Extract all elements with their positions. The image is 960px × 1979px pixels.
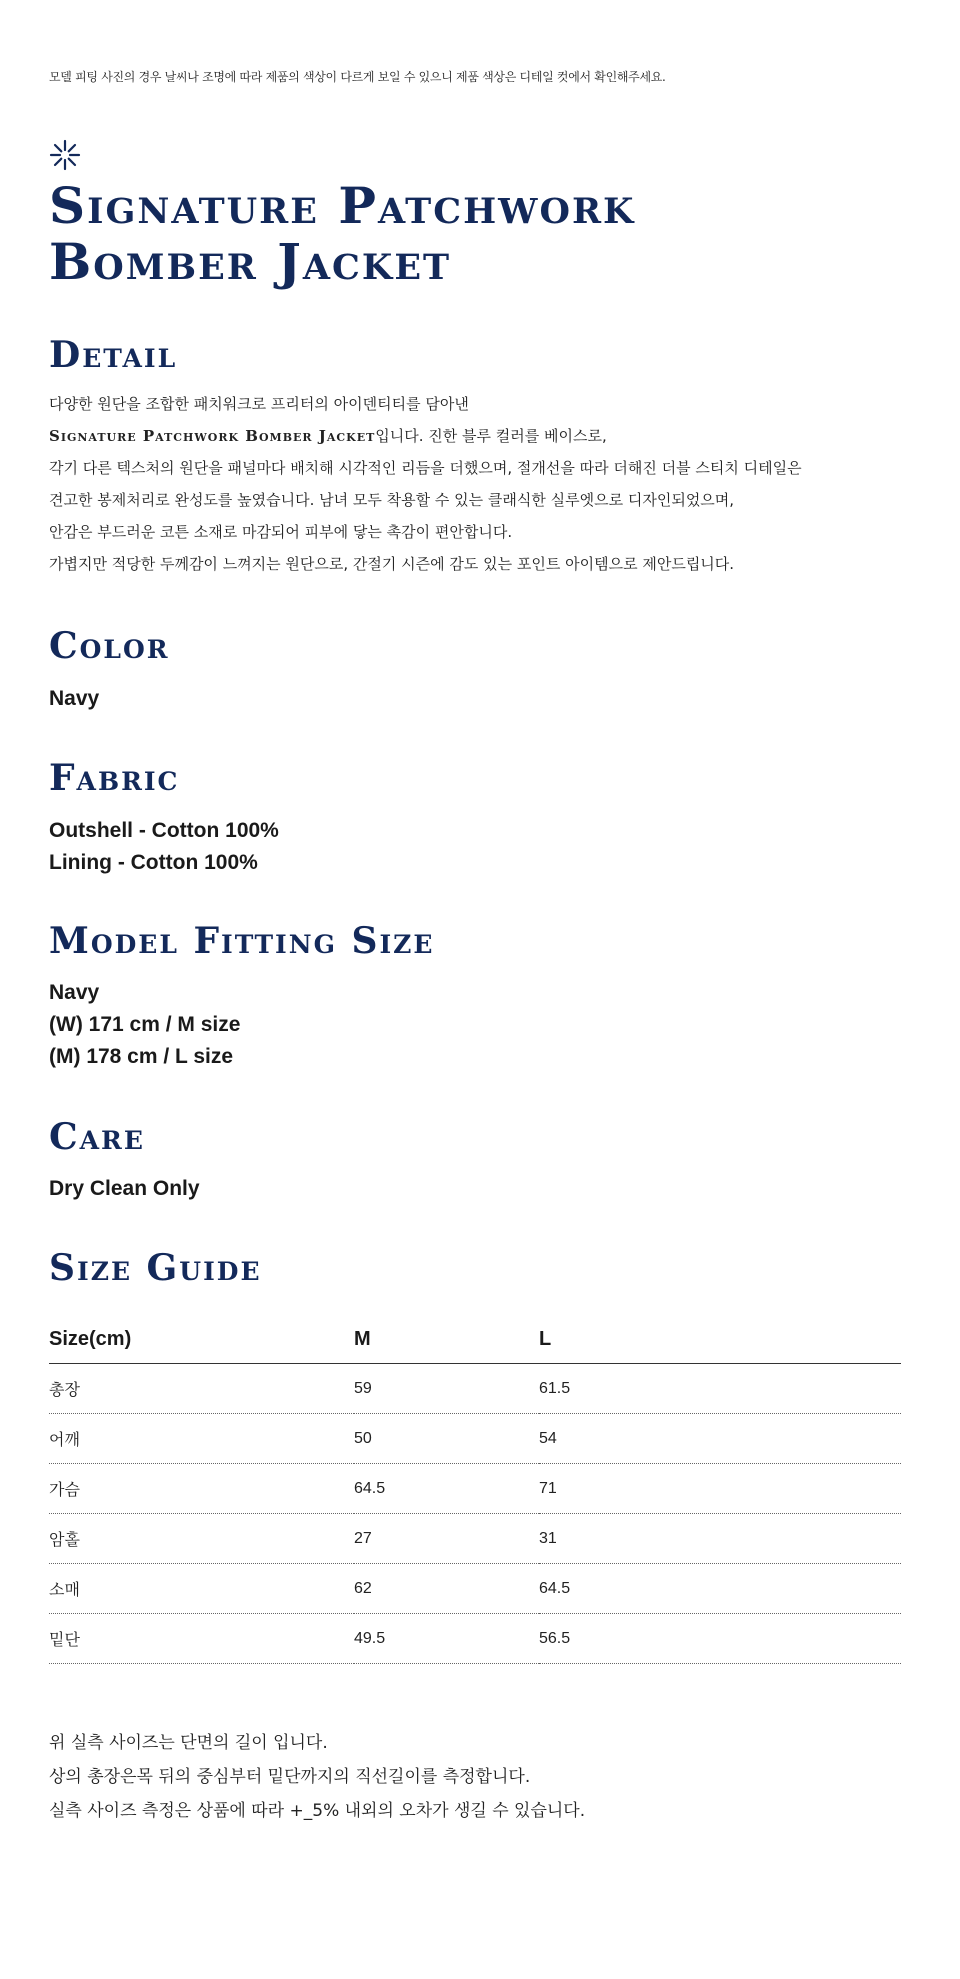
model-color: Navy [49,981,100,1004]
size-row-l: 31 [539,1514,901,1564]
product-title-line-1: Signature Patchwork [49,176,636,235]
detail-line-2-rest: 입니다. 진한 블루 컬러를 베이스로, [375,427,607,445]
size-row-l: 71 [539,1464,901,1514]
table-row [49,1564,901,1614]
size-row-label: 소매 [49,1564,354,1614]
detail-line-3: 각기 다른 텍스처의 원단을 패널마다 배치해 시각적인 리듬을 더했으며, 절개선을 따라 더해진 더블 스티치 디테일은 [49,459,802,477]
size-row-label: 암홀 [49,1514,354,1564]
size-note-2: 상의 총장은목 뒤의 중심부터 밑단까지의 직선길이를 측정합니다. [49,1767,531,1787]
size-row-label: 가슴 [49,1464,354,1514]
fabric-outshell: Outshell - Cotton 100% [49,819,279,842]
fabric-lining: Lining - Cotton 100% [49,851,258,874]
size-notes [49,1726,585,1828]
size-row-m: 50 [354,1414,539,1464]
size-note-3: 실측 사이즈 측정은 상품에 따라 +_5% 내외의 오차가 생길 수 있습니다. [49,1801,586,1821]
size-guide-table [49,1316,901,1664]
table-row [49,1514,901,1564]
fabric-values [49,815,279,879]
fabric-heading: Fabric [49,757,180,799]
color-heading: Color [49,625,170,667]
detail-line-6: 가볍지만 적당한 두께감이 느껴지는 원단으로, 간절기 시즌에 감도 있는 포인트 아이템으로 제안드립니다. [49,555,735,573]
asterisk-burst-icon [49,139,81,171]
size-table-header-l: L [539,1316,901,1364]
size-row-m: 64.5 [354,1464,539,1514]
size-table-header-row [49,1316,901,1364]
table-row [49,1464,901,1514]
size-guide-heading: Size Guide [49,1247,262,1289]
detail-line-2 [49,420,802,452]
detail-brand-name: Signature Patchwork Bomber Jacket [49,427,376,445]
detail-description [49,388,802,580]
size-row-l: 64.5 [539,1564,901,1614]
size-row-m: 27 [354,1514,539,1564]
product-title-line-2: Bomber Jacket [49,232,452,291]
care-values [49,1173,200,1205]
model-women-size: (W) 171 cm / M size [49,1013,241,1036]
size-row-l: 56.5 [539,1614,901,1664]
care-value: Dry Clean Only [49,1177,200,1200]
size-row-label: 어깨 [49,1414,354,1464]
care-heading: Care [49,1116,145,1158]
model-men-size: (M) 178 cm / L size [49,1045,234,1068]
size-table-header-m: M [354,1316,539,1364]
table-row [49,1414,901,1464]
size-table-header-size: Size(cm) [49,1316,354,1364]
product-title [49,178,635,290]
detail-line-4: 견고한 봉제처리로 완성도를 높였습니다. 남녀 모두 착용할 수 있는 클래식한 실루엣으로 디자인되었으며, [49,491,735,509]
size-row-m: 49.5 [354,1614,539,1664]
model-fitting-heading: Model Fitting Size [49,920,435,962]
detail-line-1: 다양한 원단을 조합한 패치워크로 프리터의 아이덴티티를 담아낸 [49,395,469,413]
size-row-label: 밑단 [49,1614,354,1664]
model-fitting-values [49,977,240,1073]
table-row [49,1614,901,1664]
size-note-1: 위 실측 사이즈는 단면의 길이 입니다. [49,1733,328,1753]
detail-line-5: 안감은 부드러운 코튼 소재로 마감되어 피부에 닿는 촉감이 편안합니다. [49,523,513,541]
size-row-m: 62 [354,1564,539,1614]
size-row-label: 총장 [49,1364,354,1414]
detail-heading: Detail [49,334,178,376]
color-values [49,683,99,715]
color-notice: 모델 피팅 사진의 경우 날씨나 조명에 따라 제품의 색상이 다르게 보일 수 있으니 제품 색상은 디테일 컷에서 확인해주세요. [49,70,666,84]
size-row-l: 61.5 [539,1364,901,1414]
color-value: Navy [49,687,100,710]
size-row-m: 59 [354,1364,539,1414]
table-row [49,1364,901,1414]
size-row-l: 54 [539,1414,901,1464]
